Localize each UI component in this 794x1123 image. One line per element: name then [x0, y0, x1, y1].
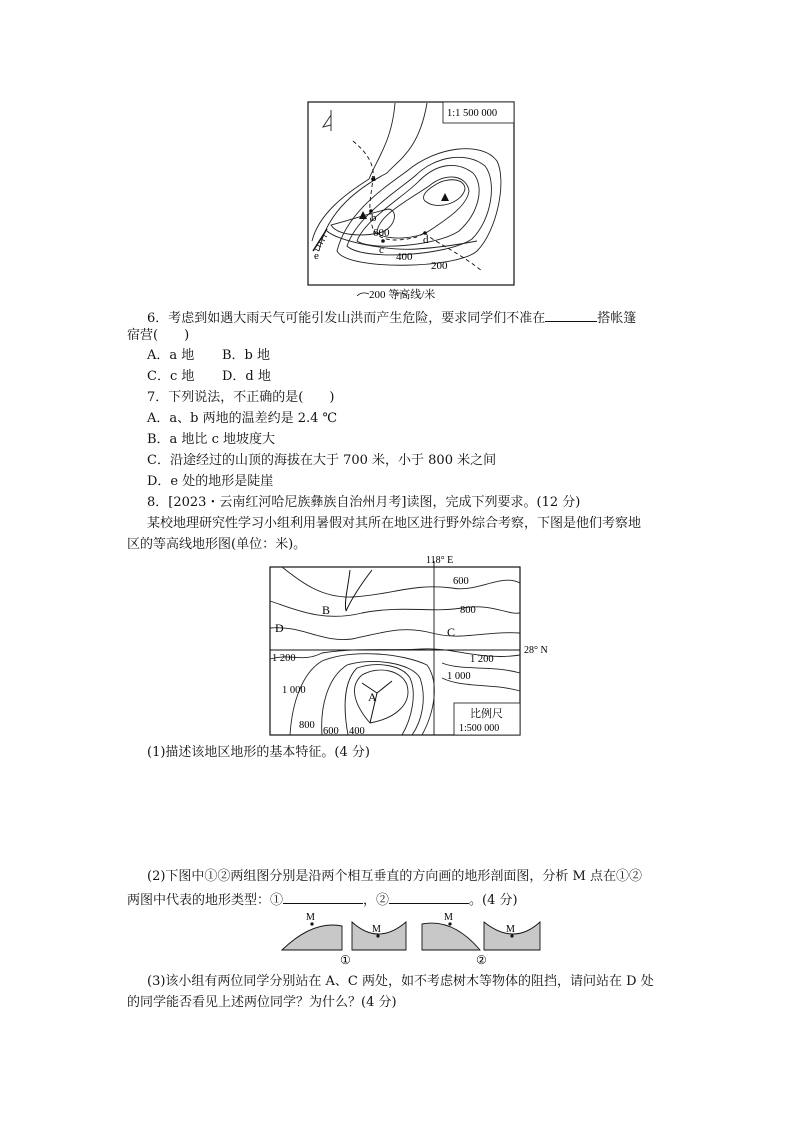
map1-scale: 1:1 500 000 [447, 108, 498, 119]
map2-contour-1000-right: 1 000 [447, 671, 471, 682]
map2-point-d: D [275, 621, 284, 635]
map1-legend: 200 等高线/米 [369, 289, 436, 301]
north-arrow-icon [323, 110, 331, 131]
map2-longitude: 118° E [426, 555, 454, 566]
map2-contour-800-top: 800 [460, 605, 476, 616]
map2-contour-600-bottom: 600 [323, 726, 339, 737]
profile-2a-point-m: M [444, 912, 453, 923]
map1-contour-200: 200 [431, 260, 448, 272]
q6-option-b[interactable]: B．b 地 [222, 348, 271, 363]
contour-map-1 [307, 101, 515, 301]
map1-label-a: a [371, 172, 376, 184]
profile-1a-point-m: M [306, 912, 315, 923]
sub2-answer-blank-1[interactable] [283, 889, 363, 904]
sub3-question-line-1: (3)该小组有两位同学分别站在 A、C 两处，如不考虑树木等物体的阻挡，请问站在 D 处 [147, 974, 654, 989]
q6-stem-line-2: 宿营( ) [127, 328, 190, 343]
q7-option-b[interactable]: B．a 地比 c 地坡度大 [147, 432, 275, 447]
profile-group-2-label: ② [476, 953, 487, 966]
q7-option-a[interactable]: A．a、b 两地的温差约是 2.4 ℃ [147, 411, 338, 426]
q8-intro-line-2: 区的等高线地形图(单位：米)。 [127, 537, 307, 552]
map1-contour-400: 400 [396, 251, 413, 263]
sub1-question: (1)描述该地区地形的基本特征。(4 分) [147, 745, 370, 760]
map2-contour-800-bottom: 800 [299, 720, 315, 731]
sub2-answer-blank-2[interactable] [389, 889, 469, 904]
q7-option-c[interactable]: C．沿途经过的山顶的海拔在大于 700 米，小于 800 米之间 [147, 453, 497, 468]
map2-contour-600-top: 600 [453, 576, 469, 587]
map1-label-c: c [379, 244, 384, 256]
profile-1b-point-m: M [372, 924, 381, 935]
q7-stem: 7．下列说法，不正确的是( ) [147, 390, 335, 405]
q6-option-d[interactable]: D．d 地 [222, 369, 271, 384]
q6-option-c[interactable]: C．c 地 [147, 369, 195, 384]
map1-contour-600: 600 [373, 227, 390, 239]
sub2-question-line-1: (2)下图中①②两组图分别是沿两个相互垂直的方向画的地形剖面图，分析 M 点在①② [147, 869, 642, 884]
map2-scale-value: 1:500 000 [459, 723, 500, 734]
map2-latitude: 28° N [524, 645, 548, 656]
map2-point-c: C [447, 625, 456, 639]
q6-answer-blank[interactable] [545, 307, 597, 322]
map1-label-e: e [314, 250, 319, 262]
sub3-question-line-2: 的同学能否看见上述两位同学？为什么？(4 分) [127, 995, 397, 1010]
map2-contour-1200-left: 1 200 [272, 653, 296, 664]
sub2-question-line-2: 两图中代表的地形类型：① ，② 。(4 分) [127, 889, 518, 910]
profile-figures [278, 910, 548, 966]
map2-point-a: A [368, 690, 377, 704]
map2-contour-400-bottom: 400 [349, 726, 365, 737]
map2-point-b: B [322, 603, 331, 617]
q6-stem-line-1: 6．考虑到如遇大雨天气可能引发山洪而产生危险，要求同学们不准在 搭帐篷 [147, 307, 636, 328]
q7-option-d[interactable]: D．e 处的地形是陡崖 [147, 474, 274, 489]
contour-map-2 [262, 553, 562, 738]
profile-2b-point-m: M [506, 924, 515, 935]
q6-option-a[interactable]: A．a 地 [147, 348, 195, 363]
map1-label-d: d [423, 234, 429, 246]
map2-contour-1000-left: 1 000 [282, 685, 306, 696]
q8-intro-line-1: 某校地理研究性学习小组利用暑假对其所在地区进行野外综合考察，下图是他们考察地 [147, 516, 642, 531]
q8-stem: 8．[2023・云南红河哈尼族彝族自治州月考]读图，完成下列要求。(12 分) [147, 495, 581, 510]
map1-label-b: b [371, 212, 377, 224]
profile-group-1-label: ① [340, 953, 351, 966]
map2-scale-title: 比例尺 [470, 708, 503, 720]
map2-contour-1200-right: 1 200 [470, 654, 494, 665]
